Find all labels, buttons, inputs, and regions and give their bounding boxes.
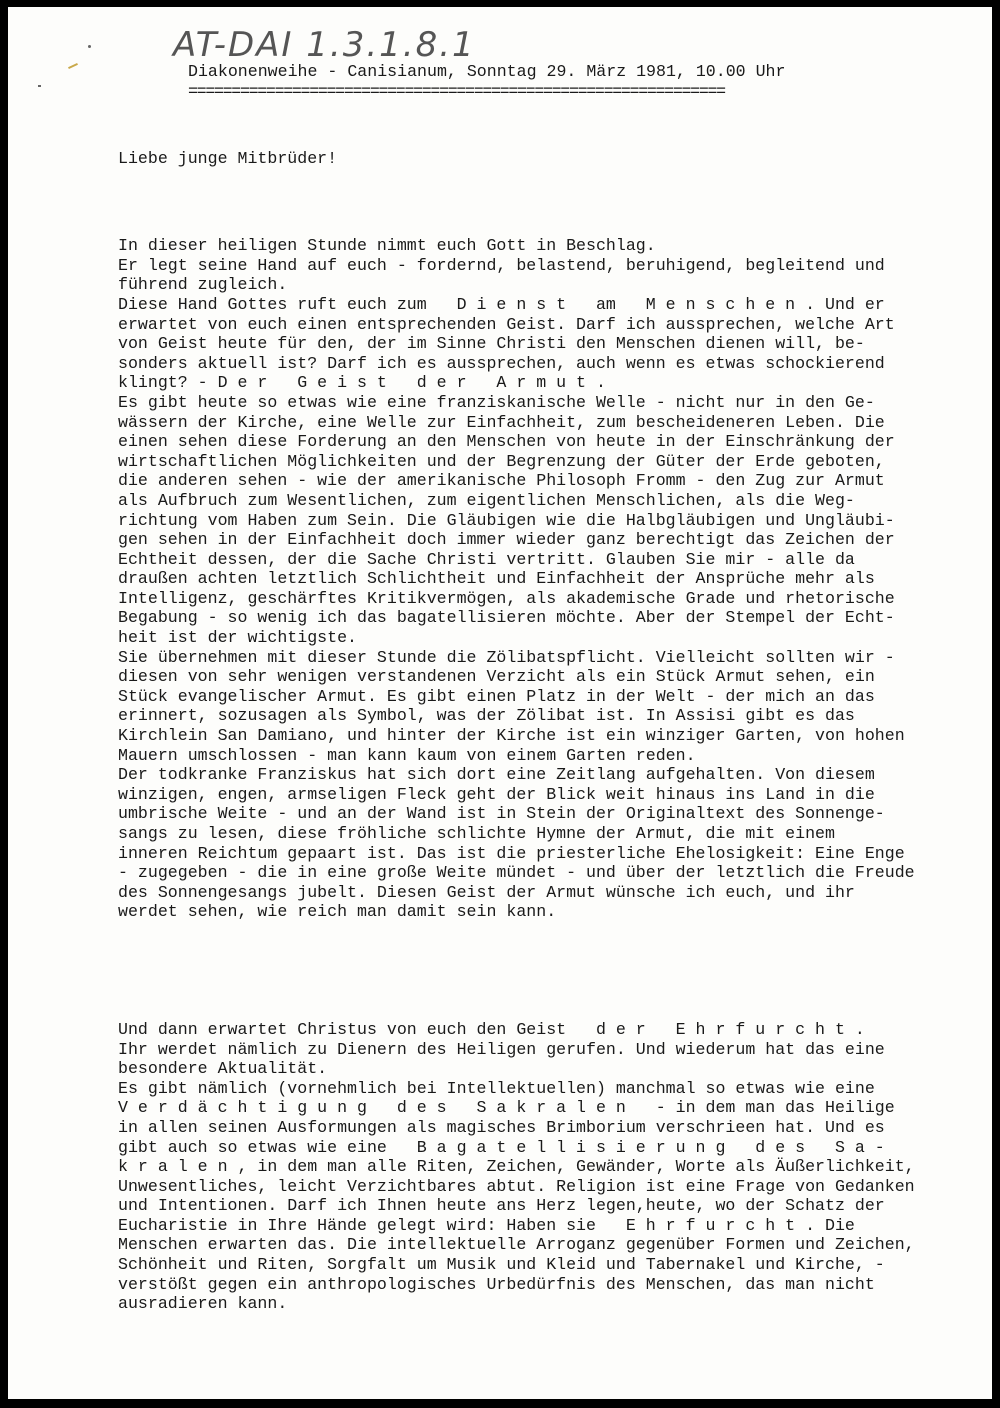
text-line: Und dann erwartet Christus von euch den Geist d e r E h r f u r c h t . bbox=[118, 1019, 865, 1039]
paragraph-reverence bbox=[118, 1020, 915, 1314]
text-line: Diese Hand Gottes ruft euch zum D i e n s t am M e n s c h e n . Und er bbox=[118, 294, 885, 314]
text-line: wässern der Kirche, eine Welle zur Einfachheit, zum bescheideneren Leben. Die bbox=[118, 412, 885, 432]
text-line: Intelligenz, geschärftes Kritikvermögen, als akademische Grade und rhetorische bbox=[118, 588, 895, 608]
text-line: führend zugleich. bbox=[118, 275, 288, 295]
text-line: Es gibt nämlich (vornehmlich bei Intellektuellen) manchmal so etwas wie eine bbox=[118, 1078, 875, 1098]
text-line: von Geist heute für den, der im Sinne Christi den Menschen dienen will, be- bbox=[118, 334, 865, 354]
document-header: Diakonenweihe - Canisianum, Sonntag 29. März 1981, 10.00 Uhr bbox=[188, 62, 786, 81]
text-line: In dieser heiligen Stunde nimmt euch Gott in Beschlag. bbox=[118, 236, 656, 256]
text-line: Mauern umschlossen - man kann kaum von einem Garten reden. bbox=[118, 745, 696, 765]
text-line: sonders aktuell ist? Darf ich es aussprechen, auch wenn es etwas schockierend bbox=[118, 353, 885, 373]
text-line: erinnert, sozusagen als Symbol, was der Zölibat ist. In Assisi gibt es das bbox=[118, 706, 855, 726]
text-line: sangs zu lesen, diese fröhliche schlichte Hymne der Armut, die mit einem bbox=[118, 824, 835, 843]
text-line: richtung vom Haben zum Sein. Die Gläubigen wie die Halbgläubigen und Ungläubi- bbox=[118, 510, 895, 530]
text-line: heit ist der wichtigste. bbox=[118, 628, 357, 648]
text-line: wirtschaftlichen Möglichkeiten und der Begrenzung der Güter der Erde geboten, bbox=[118, 451, 885, 471]
text-line: einen sehen diese Forderung an den Menschen von heute in der Einschränkung der bbox=[118, 432, 895, 452]
ink-speck bbox=[38, 85, 41, 87]
document-page bbox=[8, 7, 992, 1399]
text-line: draußen achten letztlich Schlichtheit und Einfachheit der Ansprüche mehr als bbox=[118, 569, 875, 589]
text-line: umbrische Weite - und an der Wand ist in Stein der Originaltext des Sonnenge- bbox=[118, 804, 885, 824]
text-line: diesen von sehr wenigen verstandenen Verzicht als ein Stück Armut sehen, ein bbox=[118, 667, 875, 687]
paragraph-poverty bbox=[118, 236, 915, 922]
text-line: Echtheit dessen, der die Sache Christi vertritt. Glauben Sie mir - alle da bbox=[118, 549, 855, 569]
text-line: gen sehen in der Einfachheit doch immer wieder ganz berechtigt das Zeichen der bbox=[118, 530, 895, 550]
text-line: Kirchlein San Damiano, und hinter der Kirche ist ein winziger Garten, von hohen bbox=[118, 726, 905, 746]
text-line: Begabung - so wenig ich das bagatellisieren möchte. Aber der Stempel der Echt- bbox=[118, 608, 895, 628]
text-line: Unwesentliches, leicht Verzichtbares abtut. Religion ist eine Frage von Gedanken bbox=[118, 1176, 915, 1196]
salutation: Liebe junge Mitbrüder! bbox=[118, 149, 338, 168]
text-line: k r a l e n , in dem man alle Riten, Zeichen, Gewänder, Worte als Äußerlichkeit, bbox=[118, 1157, 915, 1177]
text-line: Eucharistie in Ihre Hände gelegt wird: Haben sie E h r f u r c h t . Die bbox=[118, 1215, 855, 1235]
text-line: V e r d ä c h t i g u n g d e s S a k r a l e n - in dem man das Heilige bbox=[118, 1098, 895, 1118]
text-line: Es gibt heute so etwas wie eine franziskanische Welle - nicht nur in den Ge- bbox=[118, 392, 875, 412]
ink-speck bbox=[88, 45, 91, 48]
text-line: als Aufbruch zum Wesentlichen, zum eigentlichen Menschlichen, als die Weg- bbox=[118, 490, 855, 510]
text-line: Der todkranke Franziskus hat sich dort eine Zeitlang aufgehalten. Von diesem bbox=[118, 765, 875, 785]
text-line: verstößt gegen ein anthropologisches Urbedürfnis des Menschen, das man nicht bbox=[118, 1274, 875, 1294]
paragraph-gap bbox=[118, 961, 915, 981]
text-line: besondere Aktualität. bbox=[118, 1059, 328, 1079]
text-line: werdet sehen, wie reich man damit sein kann. bbox=[118, 902, 557, 922]
text-line: Menschen erwarten das. Die intellektuelle Arroganz gegenüber Formen und Zeichen, bbox=[118, 1235, 915, 1255]
text-line: und Intentionen. Darf ich Ihnen heute ans Herz legen,heute, wo der Schatz der bbox=[118, 1196, 885, 1216]
text-line: Schönheit und Riten, Sorgfalt um Musik und Kleid und Tabernakel und Kirche, - bbox=[118, 1255, 885, 1275]
header-underline: ============================================================== bbox=[188, 82, 725, 101]
text-line: Sie übernehmen mit dieser Stunde die Zölibatspflicht. Vielleicht sollten wir - bbox=[118, 647, 895, 667]
text-line: in allen seinen Ausformungen als magisches Brimborium verschrieen hat. Und es bbox=[118, 1117, 885, 1137]
text-line: Er legt seine Hand auf euch - fordernd, belastend, beruhigend, begleitend und bbox=[118, 255, 885, 275]
text-line: klingt? - D e r G e i s t d e r A r m u t . bbox=[118, 373, 606, 393]
text-line: Ihr werdet nämlich zu Dienern des Heiligen gerufen. Und wiederum hat das eine bbox=[118, 1039, 885, 1059]
text-line: Stück evangelischer Armut. Es gibt einen Platz in der Welt - der mich an das bbox=[118, 686, 875, 706]
text-line: gibt auch so etwas wie eine B a g a t e l l i s i e r u n g d e s S a - bbox=[118, 1137, 885, 1157]
letter-body bbox=[118, 197, 915, 1353]
handwritten-archive-note: AT-DAI 1.3.1.8.1 bbox=[173, 25, 476, 65]
text-line: - zugegeben - die in eine große Weite mündet - und über der letztlich die Freude bbox=[118, 863, 915, 883]
text-line: erwartet von euch einen entsprechenden Geist. Darf ich aussprechen, welche Art bbox=[118, 314, 895, 334]
text-line: winzigen, engen, armseligen Fleck geht der Blick weit hinaus ins Land in die bbox=[118, 784, 875, 804]
text-line: ausradieren kann. bbox=[118, 1294, 288, 1314]
ink-speck bbox=[68, 63, 78, 69]
text-line: die anderen sehen - wie der amerikanische Philosoph Fromm - den Zug zur Armut bbox=[118, 471, 885, 491]
text-line: inneren Reichtum gepaart ist. Das ist die priesterliche Ehelosigkeit: Eine Enge bbox=[118, 843, 905, 863]
text-line: des Sonnengesangs jubelt. Diesen Geist der Armut wünsche ich euch, und ihr bbox=[118, 882, 855, 902]
